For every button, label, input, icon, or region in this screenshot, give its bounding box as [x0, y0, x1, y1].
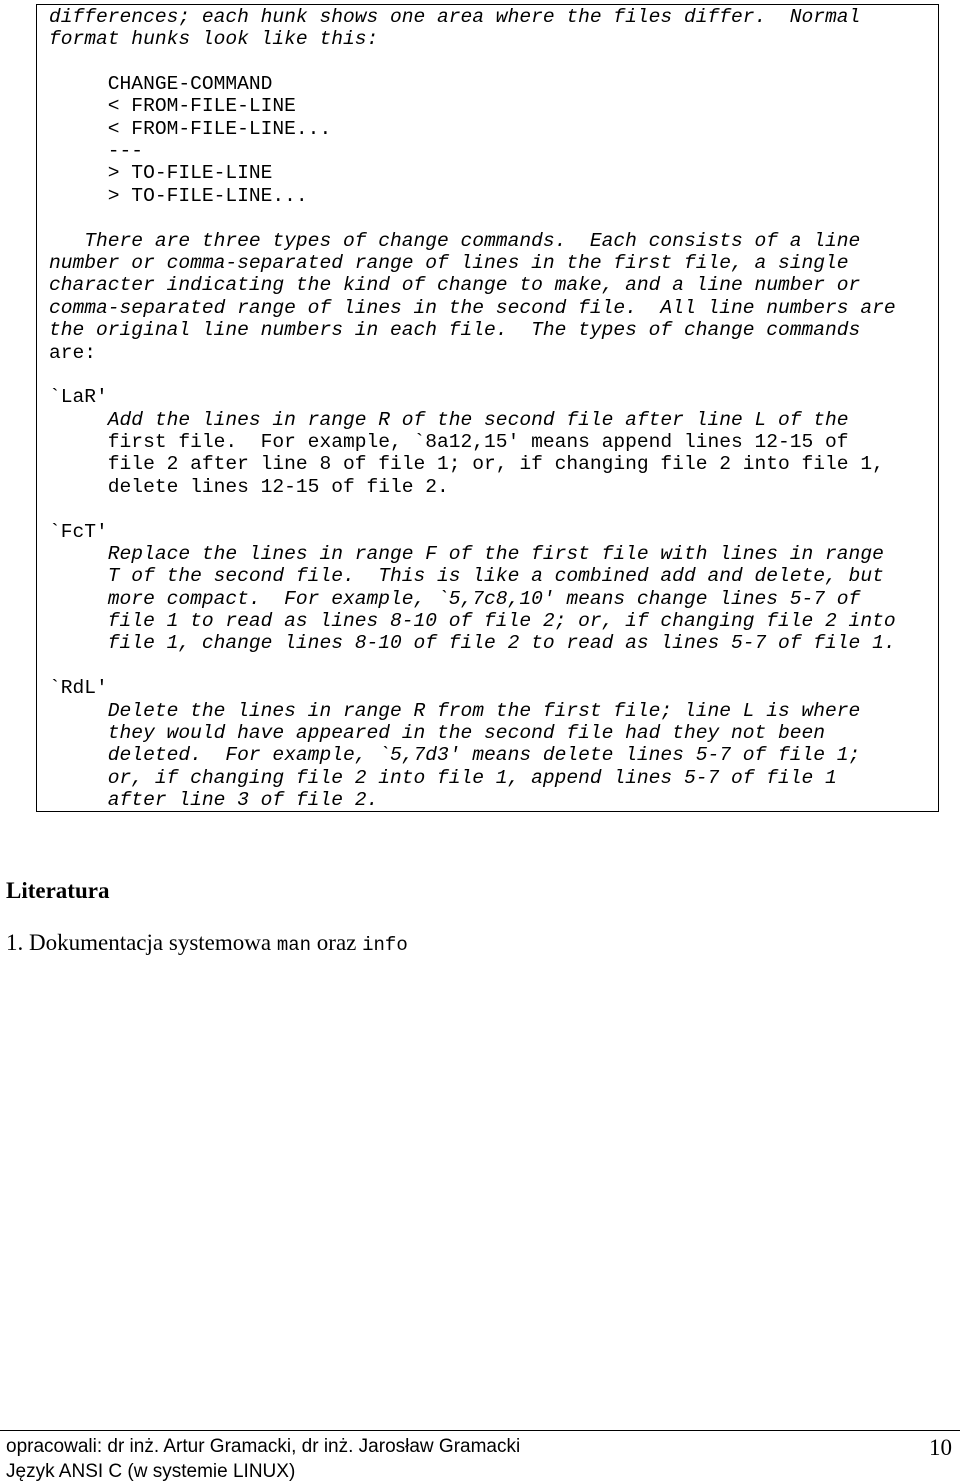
code-line: first file. For example, `8a12,15' means append lines 12-15 of — [49, 431, 849, 453]
code-line: delete lines 12-15 of file 2. — [49, 476, 449, 498]
code-line: after line 3 of file 2. — [49, 789, 379, 811]
reference-text: Dokumentacja systemowa — [29, 930, 272, 955]
code-line: `FcT' — [49, 521, 108, 543]
reference-command-info: info — [362, 934, 408, 956]
code-line: CHANGE-COMMAND — [49, 73, 273, 95]
footer-course: Język ANSI C (w systemie LINUX) — [6, 1461, 296, 1482]
code-line: deleted. For example, `5,7d3' means delete lines 5-7 of file 1; — [49, 744, 861, 766]
reference-item — [6, 930, 408, 956]
code-line: Replace the lines in range F of the first file with lines in range — [49, 543, 884, 565]
section-heading: Literatura — [6, 878, 110, 903]
page-number: 10 — [929, 1435, 952, 1460]
code-line: There are three types of change commands. Each consists of a line — [49, 230, 861, 252]
code-line: file 2 after line 8 of file 1; or, if changing file 2 into file 1, — [49, 453, 884, 475]
code-block — [36, 4, 939, 812]
reference-command-man: man — [276, 934, 312, 956]
code-line: > TO-FILE-LINE... — [49, 185, 308, 207]
code-line: < FROM-FILE-LINE... — [49, 118, 332, 140]
code-line: are: — [49, 342, 97, 364]
code-line: comma-separated range of lines in the second file. All line numbers are — [49, 297, 896, 319]
code-line: T of the second file. This is like a combined add and delete, but — [49, 565, 884, 587]
code-line: differences; each hunk shows one area where the files differ. Normal — [49, 6, 861, 28]
code-line: file 1, change lines 8-10 of file 2 to read as lines 5-7 of file 1. — [49, 632, 896, 654]
reference-conjunction: oraz — [316, 930, 357, 955]
footer-authors: opracowali: dr inż. Artur Gramacki, dr inż. Jarosław Gramacki — [6, 1436, 521, 1457]
code-line: or, if changing file 2 into file 1, append lines 5-7 of file 1 — [49, 767, 837, 789]
code-line: `RdL' — [49, 677, 108, 699]
code-line: --- — [49, 140, 144, 162]
footer-divider — [0, 1430, 960, 1431]
code-line: file 1 to read as lines 8-10 of file 2; or, if changing file 2 into — [49, 610, 896, 632]
code-line: > TO-FILE-LINE — [49, 162, 273, 184]
code-line: format hunks look like this: — [49, 28, 379, 50]
code-line: `LaR' — [49, 386, 108, 408]
code-line: Delete the lines in range R from the first file; line L is where — [49, 700, 861, 722]
code-line: more compact. For example, `5,7c8,10' means change lines 5-7 of — [49, 588, 861, 610]
code-line: character indicating the kind of change to make, and a line number or — [49, 274, 861, 296]
code-line: Add the lines in range R of the second file after line L of the — [49, 409, 849, 431]
code-line: they would have appeared in the second file had they not been — [49, 722, 826, 744]
code-line: number or comma-separated range of lines in the first file, a single — [49, 252, 849, 274]
code-line: the original line numbers in each file. The types of change commands — [49, 319, 861, 341]
code-line: < FROM-FILE-LINE — [49, 95, 296, 117]
reference-number: 1. — [6, 930, 24, 955]
